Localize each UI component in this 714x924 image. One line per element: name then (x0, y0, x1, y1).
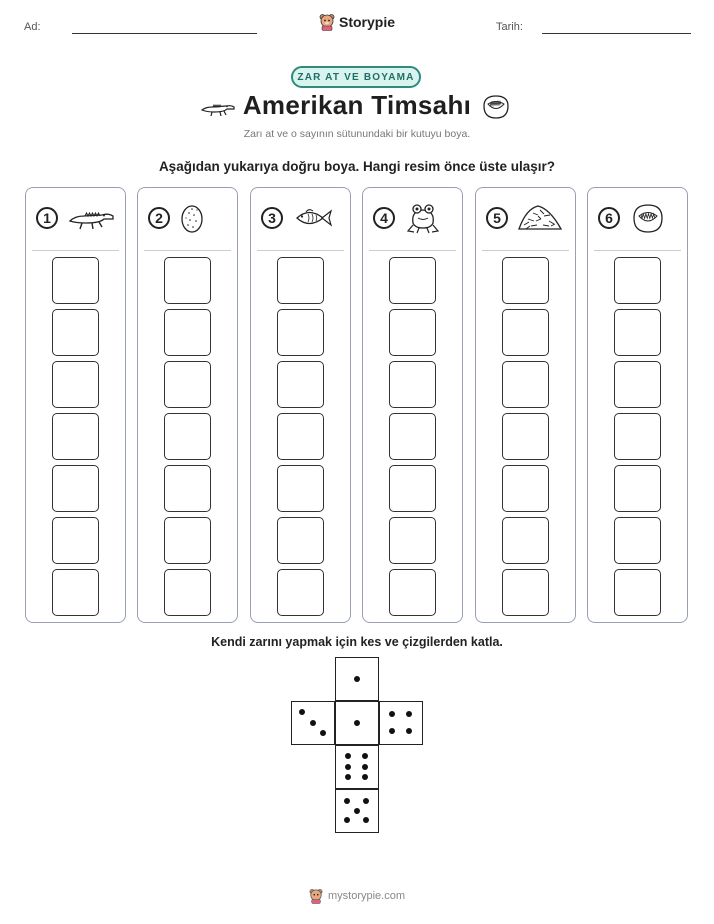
coloring-box[interactable] (614, 413, 661, 460)
dice-pip (406, 711, 412, 717)
coloring-box[interactable] (52, 465, 99, 512)
footer (0, 888, 714, 909)
coloring-box[interactable] (389, 517, 436, 564)
coloring-box[interactable] (502, 569, 549, 616)
column-divider (257, 250, 344, 251)
dice-pip (344, 798, 350, 804)
column-header (138, 188, 237, 250)
dice-pip (389, 728, 395, 734)
alligator-icon (66, 201, 116, 235)
column-divider (144, 250, 231, 251)
title-row (0, 90, 714, 126)
dice-face-4 (379, 701, 423, 745)
page-title: Amerikan Timsahı (242, 90, 472, 120)
coloring-box[interactable] (502, 465, 549, 512)
column-number: 4 (373, 207, 395, 229)
activity-badge: ZAR AT VE BOYAMA (291, 66, 421, 88)
dice-pip (310, 720, 316, 726)
coloring-box[interactable] (277, 309, 324, 356)
coloring-box[interactable] (52, 361, 99, 408)
dice-pip (345, 764, 351, 770)
cut-instruction: Kendi zarını yapmak için kes ve çizgilerden katla. (211, 635, 503, 649)
dice-pip (345, 774, 351, 780)
date-line (542, 33, 691, 34)
dice-pip (363, 817, 369, 823)
coloring-box[interactable] (502, 309, 549, 356)
coloring-box[interactable] (389, 309, 436, 356)
coloring-box[interactable] (614, 309, 661, 356)
column-divider (482, 250, 569, 251)
column-divider (594, 250, 681, 251)
coloring-box[interactable] (164, 517, 211, 564)
column-number: 5 (486, 207, 508, 229)
column-divider (369, 250, 456, 251)
name-label: Ad: (24, 21, 41, 33)
coloring-box[interactable] (277, 465, 324, 512)
dice-pip (320, 730, 326, 736)
coloring-box[interactable] (277, 413, 324, 460)
coloring-box[interactable] (614, 257, 661, 304)
coloring-box[interactable] (502, 257, 549, 304)
column-header (363, 188, 462, 250)
column-3 (250, 187, 351, 623)
column-1 (25, 187, 126, 623)
dice-pip (345, 753, 351, 759)
coloring-box[interactable] (614, 465, 661, 512)
coloring-box[interactable] (614, 569, 661, 616)
column-number: 6 (598, 207, 620, 229)
alligator-jaws-icon (628, 201, 678, 235)
coloring-box[interactable] (389, 569, 436, 616)
brand-name: Storypie (338, 14, 395, 30)
dice-face-1 (335, 657, 379, 701)
coloring-box[interactable] (52, 309, 99, 356)
dice-face-5 (335, 789, 379, 833)
storypie-bear-logo-icon (309, 888, 323, 904)
dice-face-1 (335, 701, 379, 745)
dice-pip (354, 808, 360, 814)
coloring-box[interactable] (389, 361, 436, 408)
column-header (251, 188, 350, 250)
egg-icon (178, 201, 228, 235)
coloring-box[interactable] (52, 413, 99, 460)
coloring-box[interactable] (502, 413, 549, 460)
column-number: 1 (36, 207, 58, 229)
dice-pip (362, 753, 368, 759)
coloring-box[interactable] (277, 517, 324, 564)
column-header (588, 188, 687, 250)
subtitle: Zarı at ve o sayının sütunundaki bir kutuyu boya. (243, 128, 471, 140)
column-6 (587, 187, 688, 623)
dice-face-3 (291, 701, 335, 745)
coloring-box[interactable] (164, 257, 211, 304)
column-2 (137, 187, 238, 623)
coloring-box[interactable] (389, 413, 436, 460)
alligator-jaws-icon (481, 93, 511, 121)
coloring-box[interactable] (389, 257, 436, 304)
instruction: Aşağıdan yukarıya doğru boya. Hangi resim önce üste ulaşır? (158, 159, 556, 174)
dice-pip (354, 720, 360, 726)
column-5 (475, 187, 576, 623)
coloring-box[interactable] (614, 517, 661, 564)
column-number: 3 (261, 207, 283, 229)
dice-pip (363, 798, 369, 804)
coloring-box[interactable] (164, 465, 211, 512)
storypie-bear-logo-icon (319, 13, 335, 31)
dice-pip (362, 774, 368, 780)
coloring-box[interactable] (52, 257, 99, 304)
coloring-box[interactable] (164, 413, 211, 460)
coloring-box[interactable] (164, 361, 211, 408)
nest-icon (516, 201, 566, 235)
frog-icon (403, 201, 453, 235)
dice-pip (406, 728, 412, 734)
coloring-box[interactable] (164, 569, 211, 616)
column-4 (362, 187, 463, 623)
coloring-box[interactable] (614, 361, 661, 408)
coloring-box[interactable] (277, 257, 324, 304)
coloring-box[interactable] (389, 465, 436, 512)
date-label: Tarih: (496, 21, 523, 33)
dice-pip (389, 711, 395, 717)
column-header (26, 188, 125, 250)
coloring-box[interactable] (52, 569, 99, 616)
fish-icon (291, 201, 341, 235)
footer-url: mystorypie.com (327, 890, 406, 902)
dice-pip (299, 709, 305, 715)
dice-pip (344, 817, 350, 823)
coloring-box[interactable] (164, 309, 211, 356)
coloring-box[interactable] (502, 361, 549, 408)
dice-pip (362, 764, 368, 770)
coloring-box[interactable] (502, 517, 549, 564)
coloring-box[interactable] (277, 569, 324, 616)
dice-face-6 (335, 745, 379, 789)
column-header (476, 188, 575, 250)
column-divider (32, 250, 119, 251)
column-number: 2 (148, 207, 170, 229)
coloring-box[interactable] (52, 517, 99, 564)
coloring-box[interactable] (277, 361, 324, 408)
dice-pip (354, 676, 360, 682)
